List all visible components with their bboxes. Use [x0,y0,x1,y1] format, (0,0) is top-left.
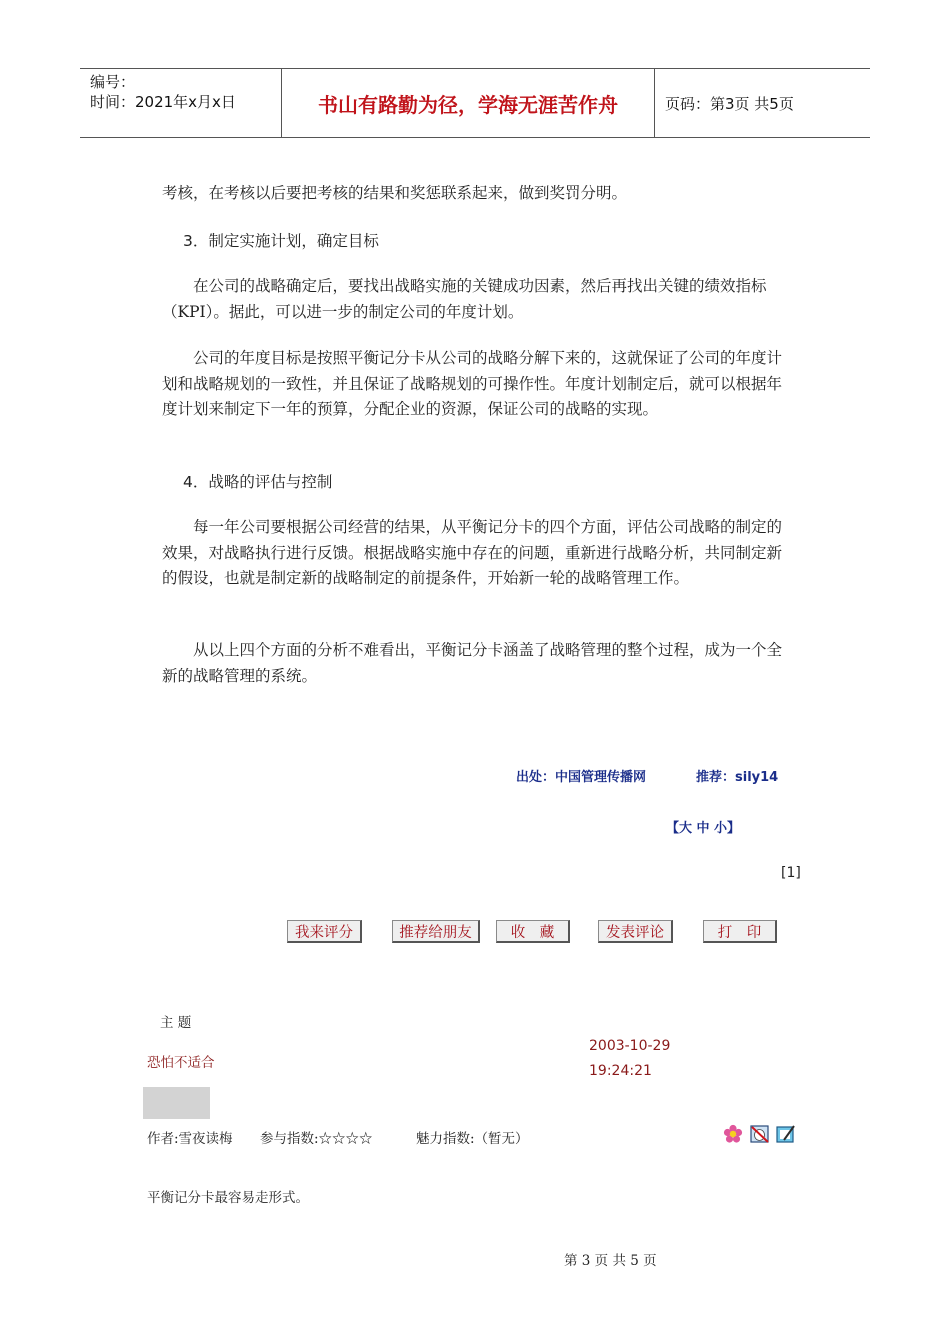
recommend-friend-button[interactable]: 推荐给朋友 [392,920,480,943]
footer-page-number: 第 3 页 共 5 页 [564,1253,657,1269]
avatar [143,1087,210,1119]
rate-button[interactable]: 我来评分 [287,920,362,943]
font-size-links[interactable]: 【大 中 小】 [666,821,741,836]
comment-subject: 恐怕不适合 [147,1055,215,1071]
comment-time: 19:24:21 [589,1063,652,1079]
page-header [80,68,870,138]
paragraph-4: 每一年公司要根据公司经营的结果，从平衡记分卡的四个方面，评估公司战略的制定的效果，对战略执行进行反馈。根据战略实施中存在的问题，重新进行战略分析，共同制定新的假设，也就是制定新的战略制定的前提条件，开始新一轮的战略管理工作。 [162,518,783,587]
comment-content: 平衡记分卡最容易走形式。 [147,1190,309,1206]
comment-date: 2003-10-29 [589,1038,671,1054]
paragraph-3: 公司的年度目标是按照平衡记分卡从公司的战略分解下来的，这就保证了公司的年度计划和战略规划的一致性，并且保证了战略规划的可操作性。年度计划制定后，就可以根据年度计划来制定下一年的预算，分配企业的资源，保证公司的战略的实现。 [162,349,783,418]
number-label: 编号： [90,73,136,91]
section-heading-3: 3．制定实施计划，确定目标 [183,232,379,250]
page-reference: [1] [781,865,801,881]
header-page-info: 页码：第3页 共5页 [665,94,794,113]
egg-icon[interactable] [750,1124,770,1144]
flower-icon[interactable] [723,1124,743,1144]
comment-author: 作者:雪夜读梅 [147,1131,233,1147]
recommend-label: 推荐：sily14 [696,770,779,785]
paragraph-2: 在公司的战略确定后，要找出战略实施的关键成功因素，然后再找出关键的绩效指标（KPI）。据此，可以进一步的制定公司的年度计划。 [162,277,767,321]
post-comment-button[interactable]: 发表评论 [598,920,673,943]
charm-index: 魅力指数:（暂无） [416,1131,529,1147]
print-button[interactable]: 打 印 [703,920,777,943]
paragraph-1: 考核，在考核以后要把考核的结果和奖惩联系起来，做到奖罚分明。 [162,184,628,202]
source-link[interactable]: 出处：中国管理传播网 [516,770,647,785]
paragraph-5: 从以上四个方面的分析不难看出，平衡记分卡涵盖了战略管理的整个过程，成为一个全新的战略管理的系统。 [162,641,783,685]
time-label: 时间：2021年x月x日 [90,93,236,111]
header-info-cell [80,69,282,137]
header-motto: 书山有路勤为径，学海无涯苦作舟 [282,69,655,137]
participation-index: 参与指数:☆☆☆☆ [260,1131,373,1147]
edit-icon[interactable] [776,1124,796,1144]
subject-label: 主 题 [160,1015,192,1031]
section-heading-4: 4．战略的评估与控制 [183,473,333,491]
bookmark-button[interactable]: 收 藏 [496,920,570,943]
